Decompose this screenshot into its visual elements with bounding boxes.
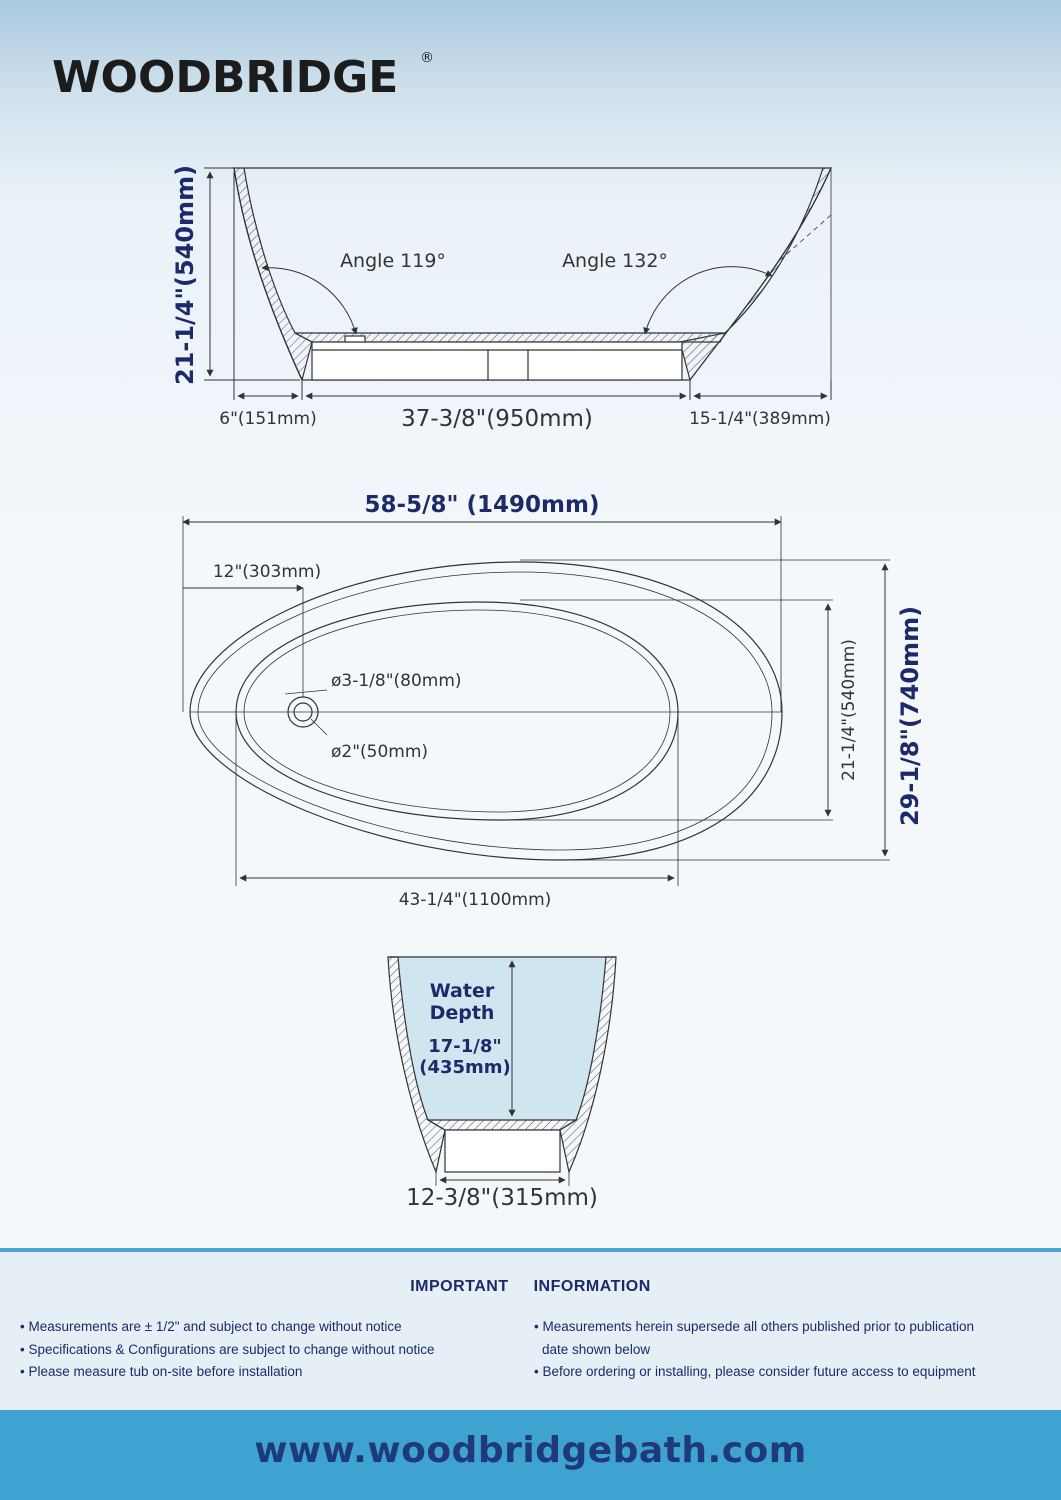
info-title-2: INFORMATION [533, 1278, 651, 1295]
info-title [0, 1278, 1061, 1296]
side-height-dim [204, 168, 300, 380]
important-info-panel [0, 1248, 1061, 1414]
base-width-label: 12-3/8"(315mm) [406, 1185, 598, 1211]
footer-bar [0, 1410, 1061, 1500]
info-left-column [20, 1316, 520, 1384]
tub-left-wall [234, 168, 312, 380]
info-title-1: IMPORTANT [410, 1278, 509, 1295]
drain-outer-label: ø3-1/8"(80mm) [331, 671, 462, 691]
tub-right-wall [680, 168, 831, 380]
info-item: • Before ordering or installing, please consider future access to equipment [534, 1364, 976, 1379]
info-right-column [534, 1316, 1054, 1384]
overall-length-label: 58-5/8" (1490mm) [364, 492, 600, 518]
info-item: • Measurements are ± 1/2" and subject to change without notice [20, 1319, 402, 1334]
angle-left-label: Angle 119° [340, 250, 446, 272]
overall-width-label: 29-1/8"(740mm) [896, 605, 924, 827]
angle-right-label: Angle 132° [562, 250, 668, 272]
drain-inner-label: ø2"(50mm) [331, 742, 429, 762]
info-item: • Measurements herein supersede all others published prior to publication [534, 1319, 974, 1334]
info-item: • Specifications & Configurations are subject to change without notice [20, 1341, 435, 1357]
info-item: • Please measure tub on-site before installation [20, 1364, 303, 1379]
dim-left-label: 6"(151mm) [219, 409, 317, 429]
tub-outer-rim [190, 562, 782, 860]
side-height-label: 21-1/4"(540mm) [171, 164, 199, 386]
registered-mark: ® [420, 50, 434, 66]
water-label-2: Depth [429, 1002, 495, 1024]
tub-base [312, 342, 682, 380]
inner-length-label: 43-1/4"(1100mm) [398, 890, 552, 910]
website-link[interactable]: www.woodbridgebath.com [254, 1430, 807, 1471]
tub-inner-basin [236, 602, 678, 820]
depth-metric-label: (435mm) [419, 1057, 511, 1078]
brand-logo: WOODBRIDGE [52, 52, 399, 103]
side-view [234, 168, 831, 380]
dim-right-label: 15-1/4"(389mm) [689, 409, 831, 429]
info-item: date shown below [542, 1341, 651, 1357]
dim-center-label: 37-3/8"(950mm) [401, 406, 593, 432]
drain-offset-label: 12"(303mm) [212, 562, 322, 582]
depth-imperial-label: 17-1/8" [428, 1036, 502, 1057]
inner-width-label: 21-1/4"(540mm) [839, 639, 859, 781]
water-label-1: Water [429, 980, 495, 1002]
